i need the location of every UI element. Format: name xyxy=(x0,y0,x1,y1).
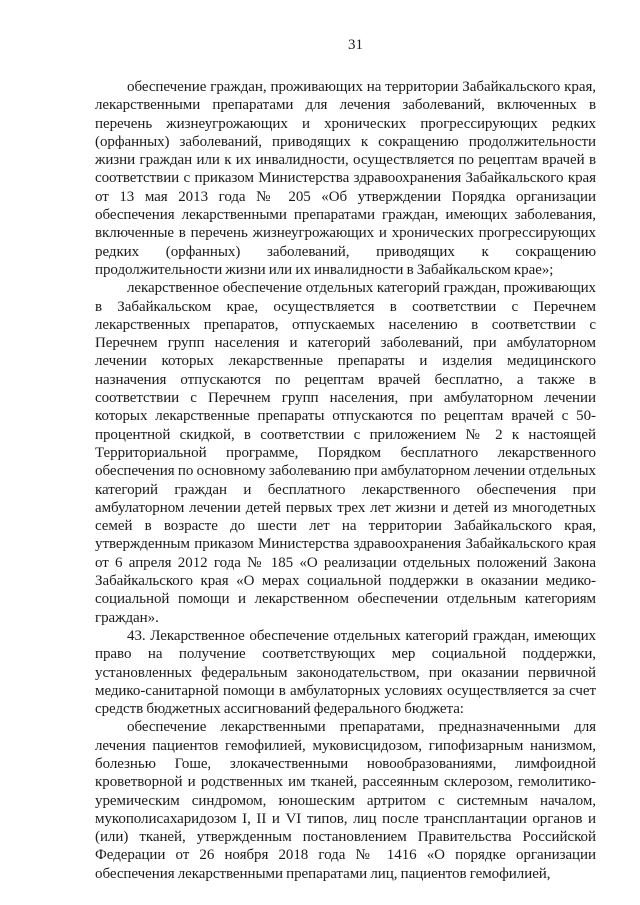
page-number: 31 xyxy=(348,37,363,53)
paragraph-item-43: 43. Лекарственное обеспечение отдельных категорий граждан, имеющих право на получение соответствующих мер социальной поддержки, установленных федеральным законодательством, при оказании первичной медико-санитарной помощи в амбулаторных условиях осуществляется за счет средств бюджетных ассигнований федерального бюджета: xyxy=(95,627,596,718)
paragraph-federal-provision: обеспечение лекарственными препаратами, предназначенными для лечения пациентов гемофилией, муковисцидозом, гипофизарным нанизмом, болезнью Гоше, злокачественными новообразованиями, лимфоидной кроветворной и родственных им тканей, рассеянным склерозом, гемолитико-уремическим синдромом, юношеским артритом с системным началом, мукополисахаридозом I, II и VI типов, лиц после трансплантации органов и (или) тканей, утвержденным постановлением Правительства Российской Федерации от 26 ноября 2018 года № 1416 «О порядке организации обеспечения лекарственными препаратами лиц, пациентов гемофилией, xyxy=(95,719,596,882)
paragraph-drug-provision: лекарственное обеспечение отдельных категорий граждан, проживающих в Забайкальском крае, осуществляется в соответствии с Перечнем лекарственных препаратов, отпускаемых населению в соответствии с Перечнем групп населения и категорий заболеваний, при амбулаторном лечении которых лекарственные препараты и изделия медицинского назначения отпускаются по рецептам врачей бесплатно, а также в соответствии с Перечнем групп населения, при амбулаторном лечении которых лекарственные препараты отпускаются по рецептам врачей с 50-процентной скидкой, в соответствии с приложением № 2 к настоящей Территориальной программе, Порядком бесплатного лекарственного обеспечения по основному заболеванию при амбулаторном лечении отдельных категорий граждан и бесплатного лекарственного обеспечения при амбулаторном лечении детей первых трех лет жизни и детей из многодетных семей в возрасте до шести лет на территории Забайкальского края, утвержденным приказом Министерства здравоохранения Забайкальского края от 6 апреля 2012 года № 185 «О реализации отдельных положений Закона Забайкальского края «О мерах социальной поддержки в оказании медико-социальной помощи и лекарственном обеспечении отдельным категориям граждан». xyxy=(95,280,596,626)
paragraph-orphan-diseases: обеспечение граждан, проживающих на территории Забайкальского края, лекарственными препаратами для лечения заболеваний, включенных в перечень жизнеугрожающих и хронических прогрессирующих редких (орфанных) заболеваний, приводящих к сокращению продолжительности жизни граждан или к их инвалидности, осуществляется по рецептам врачей в соответствии с приказом Министерства здравоохранения Забайкальского края от 13 мая 2013 года № 205 «Об утверждении Порядка организации обеспечения лекарственными препаратами граждан, имеющих заболевания, включенные в перечень жизнеугрожающих и хронических прогрессирующих редких (орфанных) заболеваний, приводящих к сокращению продолжительности жизни или их инвалидности в Забайкальском крае»; xyxy=(95,79,596,278)
